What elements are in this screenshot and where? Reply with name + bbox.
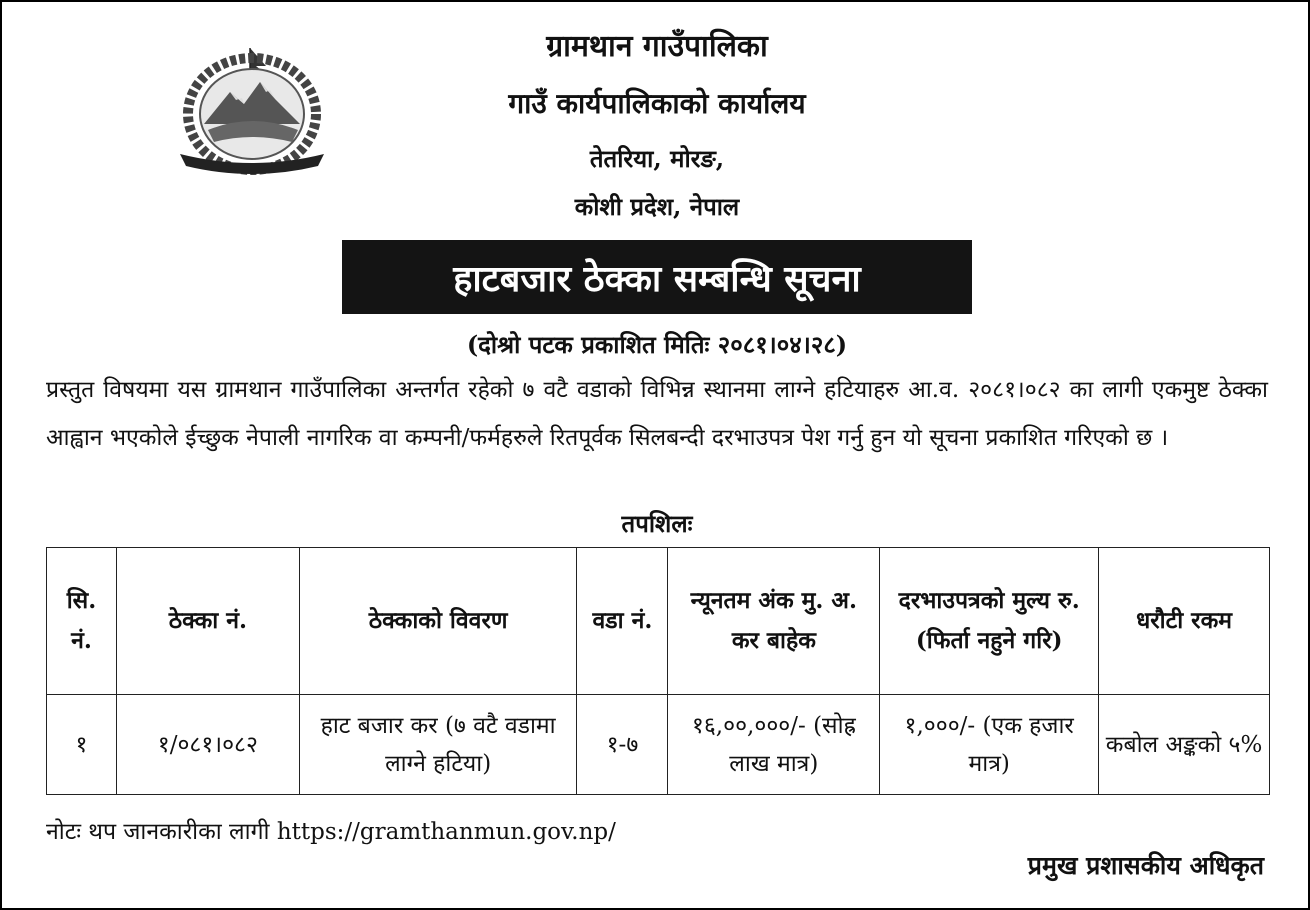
table-header: सि. नं. (47, 548, 117, 695)
signatory: प्रमुख प्रशासकीय अधिकृत (1027, 851, 1264, 880)
table-header: दरभाउपत्रको मुल्य रु. (फिर्ता नहुने गरि) (880, 548, 1099, 695)
table-header-row (47, 548, 1270, 695)
table-header: ठेक्काको विवरण (299, 548, 577, 695)
table-cell: १६,००,०००/- (सोह्र लाख मात्र) (668, 695, 880, 795)
notice-title: हाटबजार ठेक्का सम्बन्धि सूचना (342, 240, 972, 314)
table-cell: १-७ (577, 695, 668, 795)
address-line-2: कोशी प्रदेश, नेपाल (574, 192, 740, 221)
schedule-heading: तपशिलः (621, 509, 693, 538)
table-header: न्यूनतम अंक मु. अ. कर बाहेक (668, 548, 880, 695)
table-cell: १/०८१।०८२ (116, 695, 299, 795)
table-cell: १,०००/- (एक हजार मात्र) (880, 695, 1099, 795)
notice-body: प्रस्तुत विषयमा यस ग्रामथान गाउँपालिका अन्तर्गत रहेको ७ वटै वडाको विभिन्न स्थानमा लाग्ने हटियाहरु आ.व. २०८१।०८२ का लागी एकमुष्ट ठेक्का आह्वान भएकोले ईच्छुक नेपाली नागरिक वा कम्पनी/फर्महरुले रितपूर्वक सिलबन्दी दरभाउपत्र पेश गर्नु हुन यो सूचना प्रकाशित गरिएको छ । (46, 377, 1268, 451)
footer-note: नोटः थप जानकारीका लागी https://gramthanmun.gov.np/ (46, 819, 616, 845)
table-header: ठेक्का नं. (116, 548, 299, 695)
table-cell: हाट बजार कर (७ वटै वडामा लाग्ने हटिया) (299, 695, 577, 795)
table-cell: कबोल अङ्कको ५% (1099, 695, 1270, 795)
municipality-name: ग्रामथान गाउँपालिका (546, 29, 768, 64)
office-name: गाउँ कार्यपालिकाको कार्यालय (508, 87, 806, 120)
table-header: धरौटी रकम (1099, 548, 1270, 695)
schedule-table (46, 547, 1270, 795)
table-header: वडा नं. (577, 548, 668, 695)
publication-date: (दोश्रो पटक प्रकाशित मितिः २०८१।०४।२८) (466, 330, 848, 359)
table-row (47, 695, 1270, 795)
address-line-1: तेतरिया, मोरङ, (589, 144, 725, 173)
table-cell: १ (47, 695, 117, 795)
